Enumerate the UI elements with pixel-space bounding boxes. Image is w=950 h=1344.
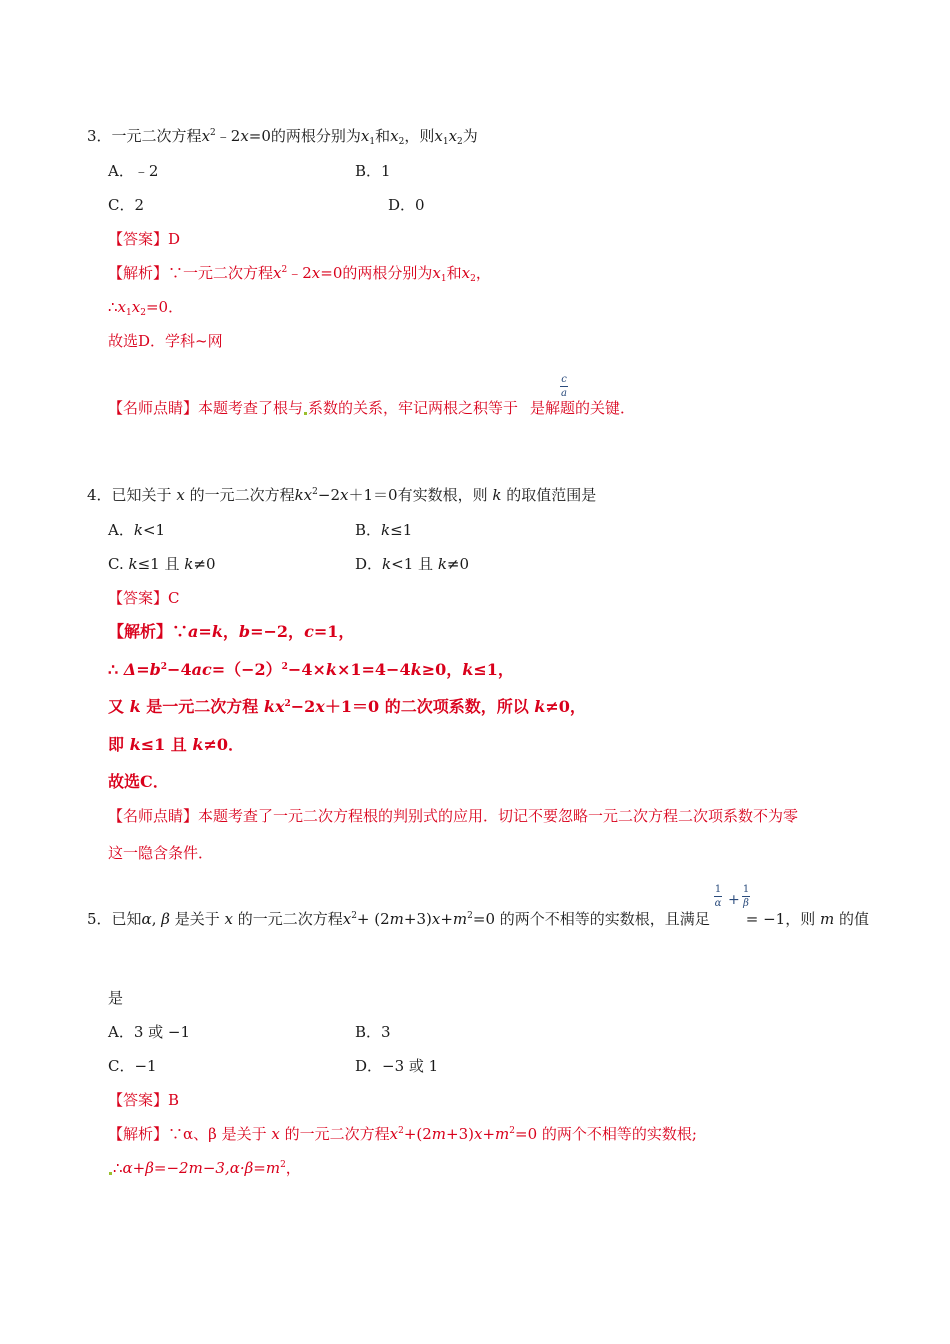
q3-option-d: D．0 (388, 196, 425, 214)
q4-analysis-step4: 即 k≤1 且 k≠0． (108, 735, 245, 754)
q3-option-c: C．2 (108, 196, 145, 214)
q5-answer: 【答案】B (108, 1091, 180, 1109)
one-over-beta-fraction: 1 β (742, 884, 750, 909)
q4-option-a: A．k<1 (108, 521, 166, 539)
plus-sign: + (728, 892, 740, 908)
q3-answer: 【答案】D (108, 230, 181, 248)
q5-stem: 5．已知α, β 是关于 x 的一元二次方程$x^2+ (2m+3)x+m^2=0$ 的两个不相等的实数根，且满足 = −1，则 m 的值 (87, 910, 870, 928)
q5-analysis-step2: $\therefore\alpha+\beta=-2m-3,\alpha\cdot\beta=m^2$， (108, 1158, 301, 1178)
q5-option-b: B．3 (355, 1023, 391, 1041)
q4-tip-line1: 【名师点睛】本题考查了一元二次方程根的判别式的应用．切记不要忽略一元二次方程二次项系数不为零 (108, 807, 799, 825)
q5-option-d: D．−3 或 1 (355, 1057, 439, 1075)
q3-option-a: A．﹣2 (108, 162, 159, 180)
q4-option-b: B．k≤1 (355, 521, 413, 539)
q3-tip: 【名师点睛】本题考查了根与 系数的关系，牢记两根之积等于 是解题的关键． (108, 399, 636, 417)
q4-option-d: D．k<1 且 k≠0 (355, 555, 470, 573)
q4-analysis: 【解析】∵a=k，b=−2，c=1， (108, 622, 355, 641)
q3-conclusion: 故选D．学科~网 (108, 332, 223, 350)
q3-stem: 3．一元二次方程$x^2﹣2x=0$的两根分别为$x_1$和$x_2$，则$x_1x_2$为 (87, 127, 478, 147)
q4-option-c: C. k≤1 且 k≠0 (108, 555, 216, 573)
q3-analysis: 【解析】∵一元二次方程$x^2﹣2x=0$的两根分别为$x_1$和$x_2$， (108, 264, 491, 284)
q5-stem-line2: 是 (108, 989, 124, 1007)
watermark-dot (304, 412, 307, 415)
q4-stem: 4．已知关于 x 的一元二次方程$kx^2-2x+1=0$有实数根，则 k 的取值范围是 (87, 486, 597, 504)
one-over-alpha-fraction: 1 α (714, 884, 722, 909)
q4-tip-line2: 这一隐含条件． (108, 844, 214, 862)
q4-conclusion: 故选C． (108, 772, 169, 791)
q4-analysis-step2: ∴ $\Delta=b^2-4ac=(-2)^2-4\times k\times 1=4-4k\ge 0$，k≤1， (108, 660, 514, 679)
q4-answer: 【答案】C (108, 589, 180, 607)
q5-option-a: A．3 或 −1 (108, 1023, 191, 1041)
q4-analysis-step3: 又 k 是一元二次方程 $kx^2-2x+1=0$ 的二次项系数，所以 k≠0， (108, 697, 586, 716)
q3-option-b: B．1 (355, 162, 391, 180)
q5-analysis: 【解析】∵α、β 是关于 x 的一元二次方程$x^2+(2m+3)x+m^2=0$ 的两个不相等的实数根; (108, 1125, 697, 1143)
watermark-dot (109, 1172, 112, 1175)
q3-analysis-step2: $\therefore x_1x_2=0$． (108, 298, 184, 318)
c-over-a-fraction: c a (561, 374, 567, 399)
q5-option-c: C．−1 (108, 1057, 157, 1075)
